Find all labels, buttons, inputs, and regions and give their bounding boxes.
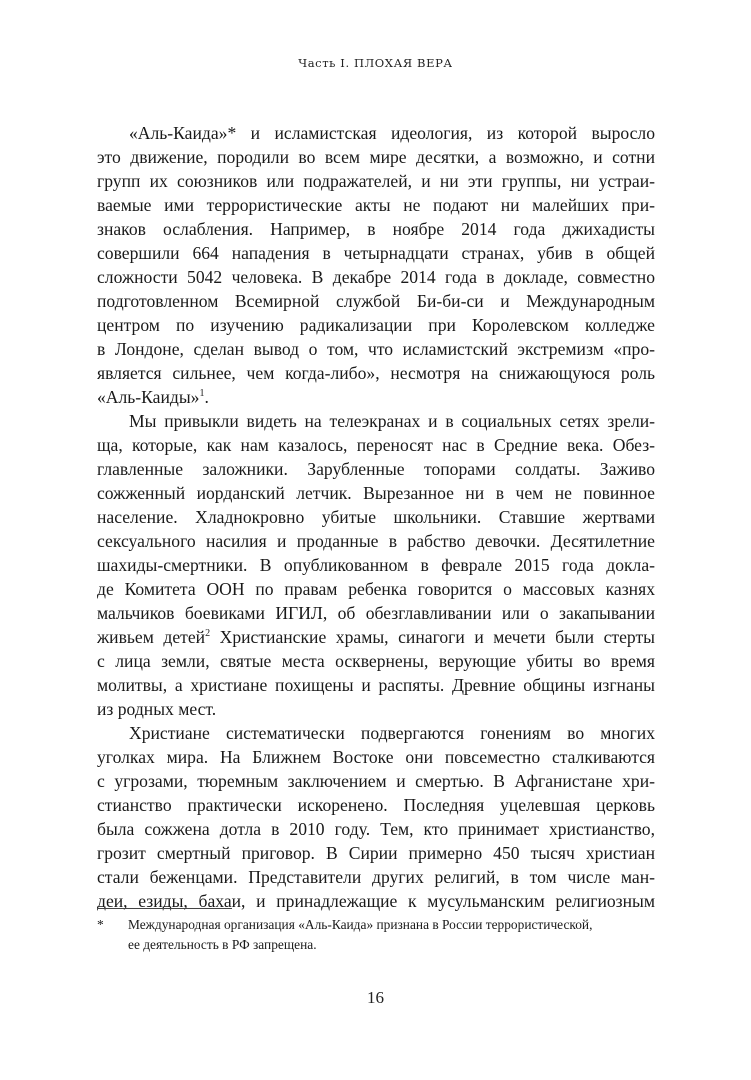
paragraph-1 [97, 121, 655, 409]
text-line: де Комитета ООН по правам ребенка говорится о массовых казнях [97, 579, 655, 599]
footnote-mark: * [97, 917, 104, 932]
paragraph-2 [97, 409, 655, 721]
text-line: грозит смертный приговор. В Сирии примерно 450 тысяч христиан [97, 843, 655, 863]
text-span: Христианские храмы, синагоги и мечети были стерты [210, 627, 655, 647]
text-line: мальчиков боевиками ИГИЛ, об обезглавливании или о закапывании [97, 603, 655, 623]
text-line: центром по изучению радикализации при Королевском колледже [97, 315, 655, 335]
text-span: живьем детей [97, 627, 206, 647]
text-line: в Лондоне, сделан вывод о том, что исламистский экстремизм «про- [97, 339, 655, 359]
text-line: ваемые ими террористические акты не подают ни малейших при- [97, 195, 655, 215]
text-line: Христиане систематически подвергаются гонениям во многих [129, 723, 655, 743]
text-line: Мы привыкли видеть на телеэкранах и в социальных сетях зрели- [129, 411, 655, 431]
text-line [97, 625, 655, 649]
text-line: главленные заложники. Зарубленные топорами солдаты. Заживо [97, 459, 655, 479]
text-line: население. Хладнокровно убитые школьники. Ставшие жертвами [97, 507, 655, 527]
text-line: групп их союзников или подражателей, и ни эти группы, ни устраи- [97, 171, 655, 191]
text-span: «Аль-Каиды» [97, 387, 200, 407]
text-line: является сильнее, чем когда-либо», несмотря на снижающуюся роль [97, 363, 655, 383]
body-text [97, 121, 655, 913]
text-line: стианство практически искоренено. Последняя уцелевшая церковь [97, 795, 655, 815]
text-line: знаков ослабления. Например, в ноябре 2014 года джихадисты [97, 219, 655, 239]
footnote-text [128, 915, 655, 955]
text-line: с угрозами, тюремным заключением и смертью. В Афганистане хри- [97, 771, 655, 791]
running-head: Часть I. ПЛОХАЯ ВЕРА [298, 56, 453, 70]
text-line: совершили 664 нападения в четырнадцати странах, убив в общей [97, 243, 655, 263]
text-line: деи, езиды, бахаи, и принадлежащие к мусульманским религиозным [97, 891, 655, 911]
footnote-ref-2: 2 [205, 628, 211, 640]
text-line: сложности 5042 человека. В декабре 2014 года в докладе, совместно [97, 267, 655, 287]
text-line [97, 385, 655, 409]
period: . [204, 387, 209, 407]
text-line: была сожжена дотла в 2010 году. Тем, кто принимает христианство, [97, 819, 655, 839]
text-line: это движение, породили во всем мире десятки, а возможно, и сотни [97, 147, 655, 167]
text-line: с лица земли, святые места осквернены, верующие убиты во время [97, 651, 655, 671]
text-line: шахиды-смертники. В опубликованном в феврале 2015 года доклa- [97, 555, 655, 575]
footnote [97, 915, 655, 955]
text-line: из родных мест. [97, 699, 217, 719]
footnote-ref-1: 1 [199, 388, 205, 400]
text-line: уголках мира. На Ближнем Востоке они повсеместно сталкиваются [97, 747, 655, 767]
footnote-line: Международная организация «Аль-Каида» признана в России террористической, [128, 917, 593, 932]
page-number: 16 [367, 988, 384, 1007]
text-line: «Аль-Каида»* и исламистская идеология, из которой выросло [129, 123, 655, 143]
paragraph-3 [97, 721, 655, 913]
text-line: сожженный иорданский летчик. Вырезанное ни в чем не повинное [97, 483, 655, 503]
footnote-divider [97, 908, 232, 909]
footnote-line: ее деятельность в РФ запрещена. [128, 937, 317, 952]
text-line: подготовленном Всемирной службой Би-би-си и Международным [97, 291, 655, 311]
text-line: ща, которые, как нам казалось, переносят нас в Средние века. Обез- [97, 435, 655, 455]
text-line: стали беженцами. Представители других религий, в том числе ман- [97, 867, 655, 887]
text-line: молитвы, а христиане похищены и распяты. Древние общины изгнаны [97, 675, 655, 695]
text-line: сексуального насилия и проданные в рабство девочки. Десятилетние [97, 531, 655, 551]
